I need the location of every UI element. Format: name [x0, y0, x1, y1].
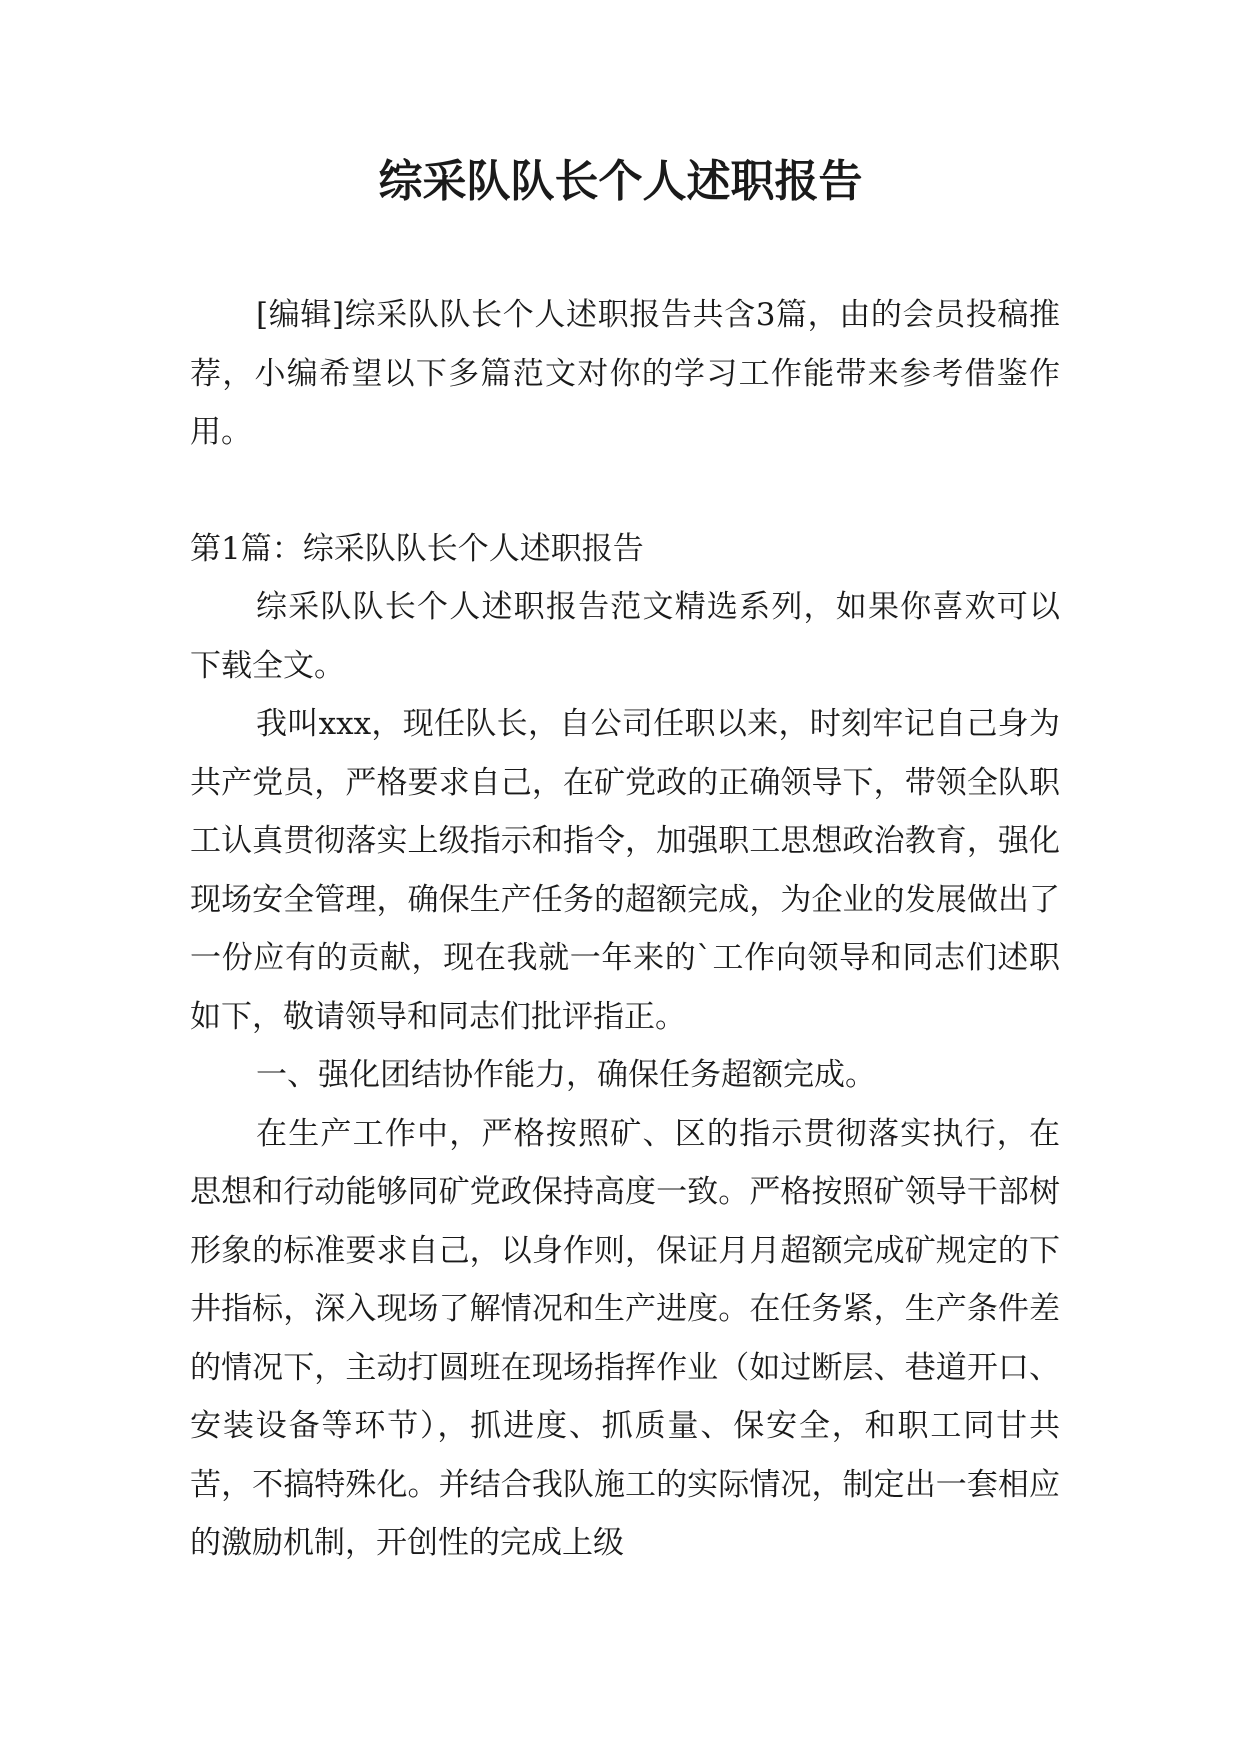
section-subheading: 一、强化团结协作能力，确保任务超额完成。 — [256, 1057, 876, 1093]
document-title: 综采队队长个人述职报告 — [378, 156, 863, 207]
body-paragraph: 我叫xxx，现任队长，自公司任职以来，时刻牢记自己身为共产党员，严格要求自己，在矿党政的正确领导下，带领全队职工认真贯彻落实上级指示和指令，加强职工思想政治教育，强化现场安全管理，确保生产任务的超额完成，为企业的发展做出了一份应有的贡献，现在我就一年来的`工作向领导和同志们述职如下，敬请领导和同志们批评指正。 — [190, 706, 1060, 1035]
body-paragraph: 在生产工作中，严格按照矿、区的指示贯彻落实执行，在思想和行动能够同矿党政保持高度一致。严格按照矿领导干部树形象的标准要求自己，以身作则，保证月月超额完成矿规定的下井指标，深入现场了解情况和生产进度。在任务紧，生产条件差的情况下，主动打圆班在现场指挥作业（如过断层、巷道开口、安装设备等环节），抓进度、抓质量、保安全，和职工同甘共苦，不搞特殊化。并结合我队施工的实际情况，制定出一套相应的激励机制，开创性的完成上级 — [190, 1115, 1060, 1561]
intro-paragraph: [编辑]综采队队长个人述职报告共含3篇，由的会员投稿推荐，小编希望以下多篇范文对你的学习工作能带来参考借鉴作用。 — [190, 297, 1060, 450]
body-paragraph: 综采队队长个人述职报告范文精选系列，如果你喜欢可以下载全文。 — [190, 589, 1060, 684]
spacer — [190, 462, 1060, 520]
section-heading: 第1篇：综采队队长个人述职报告 — [190, 530, 644, 567]
document-body — [190, 286, 1060, 1573]
